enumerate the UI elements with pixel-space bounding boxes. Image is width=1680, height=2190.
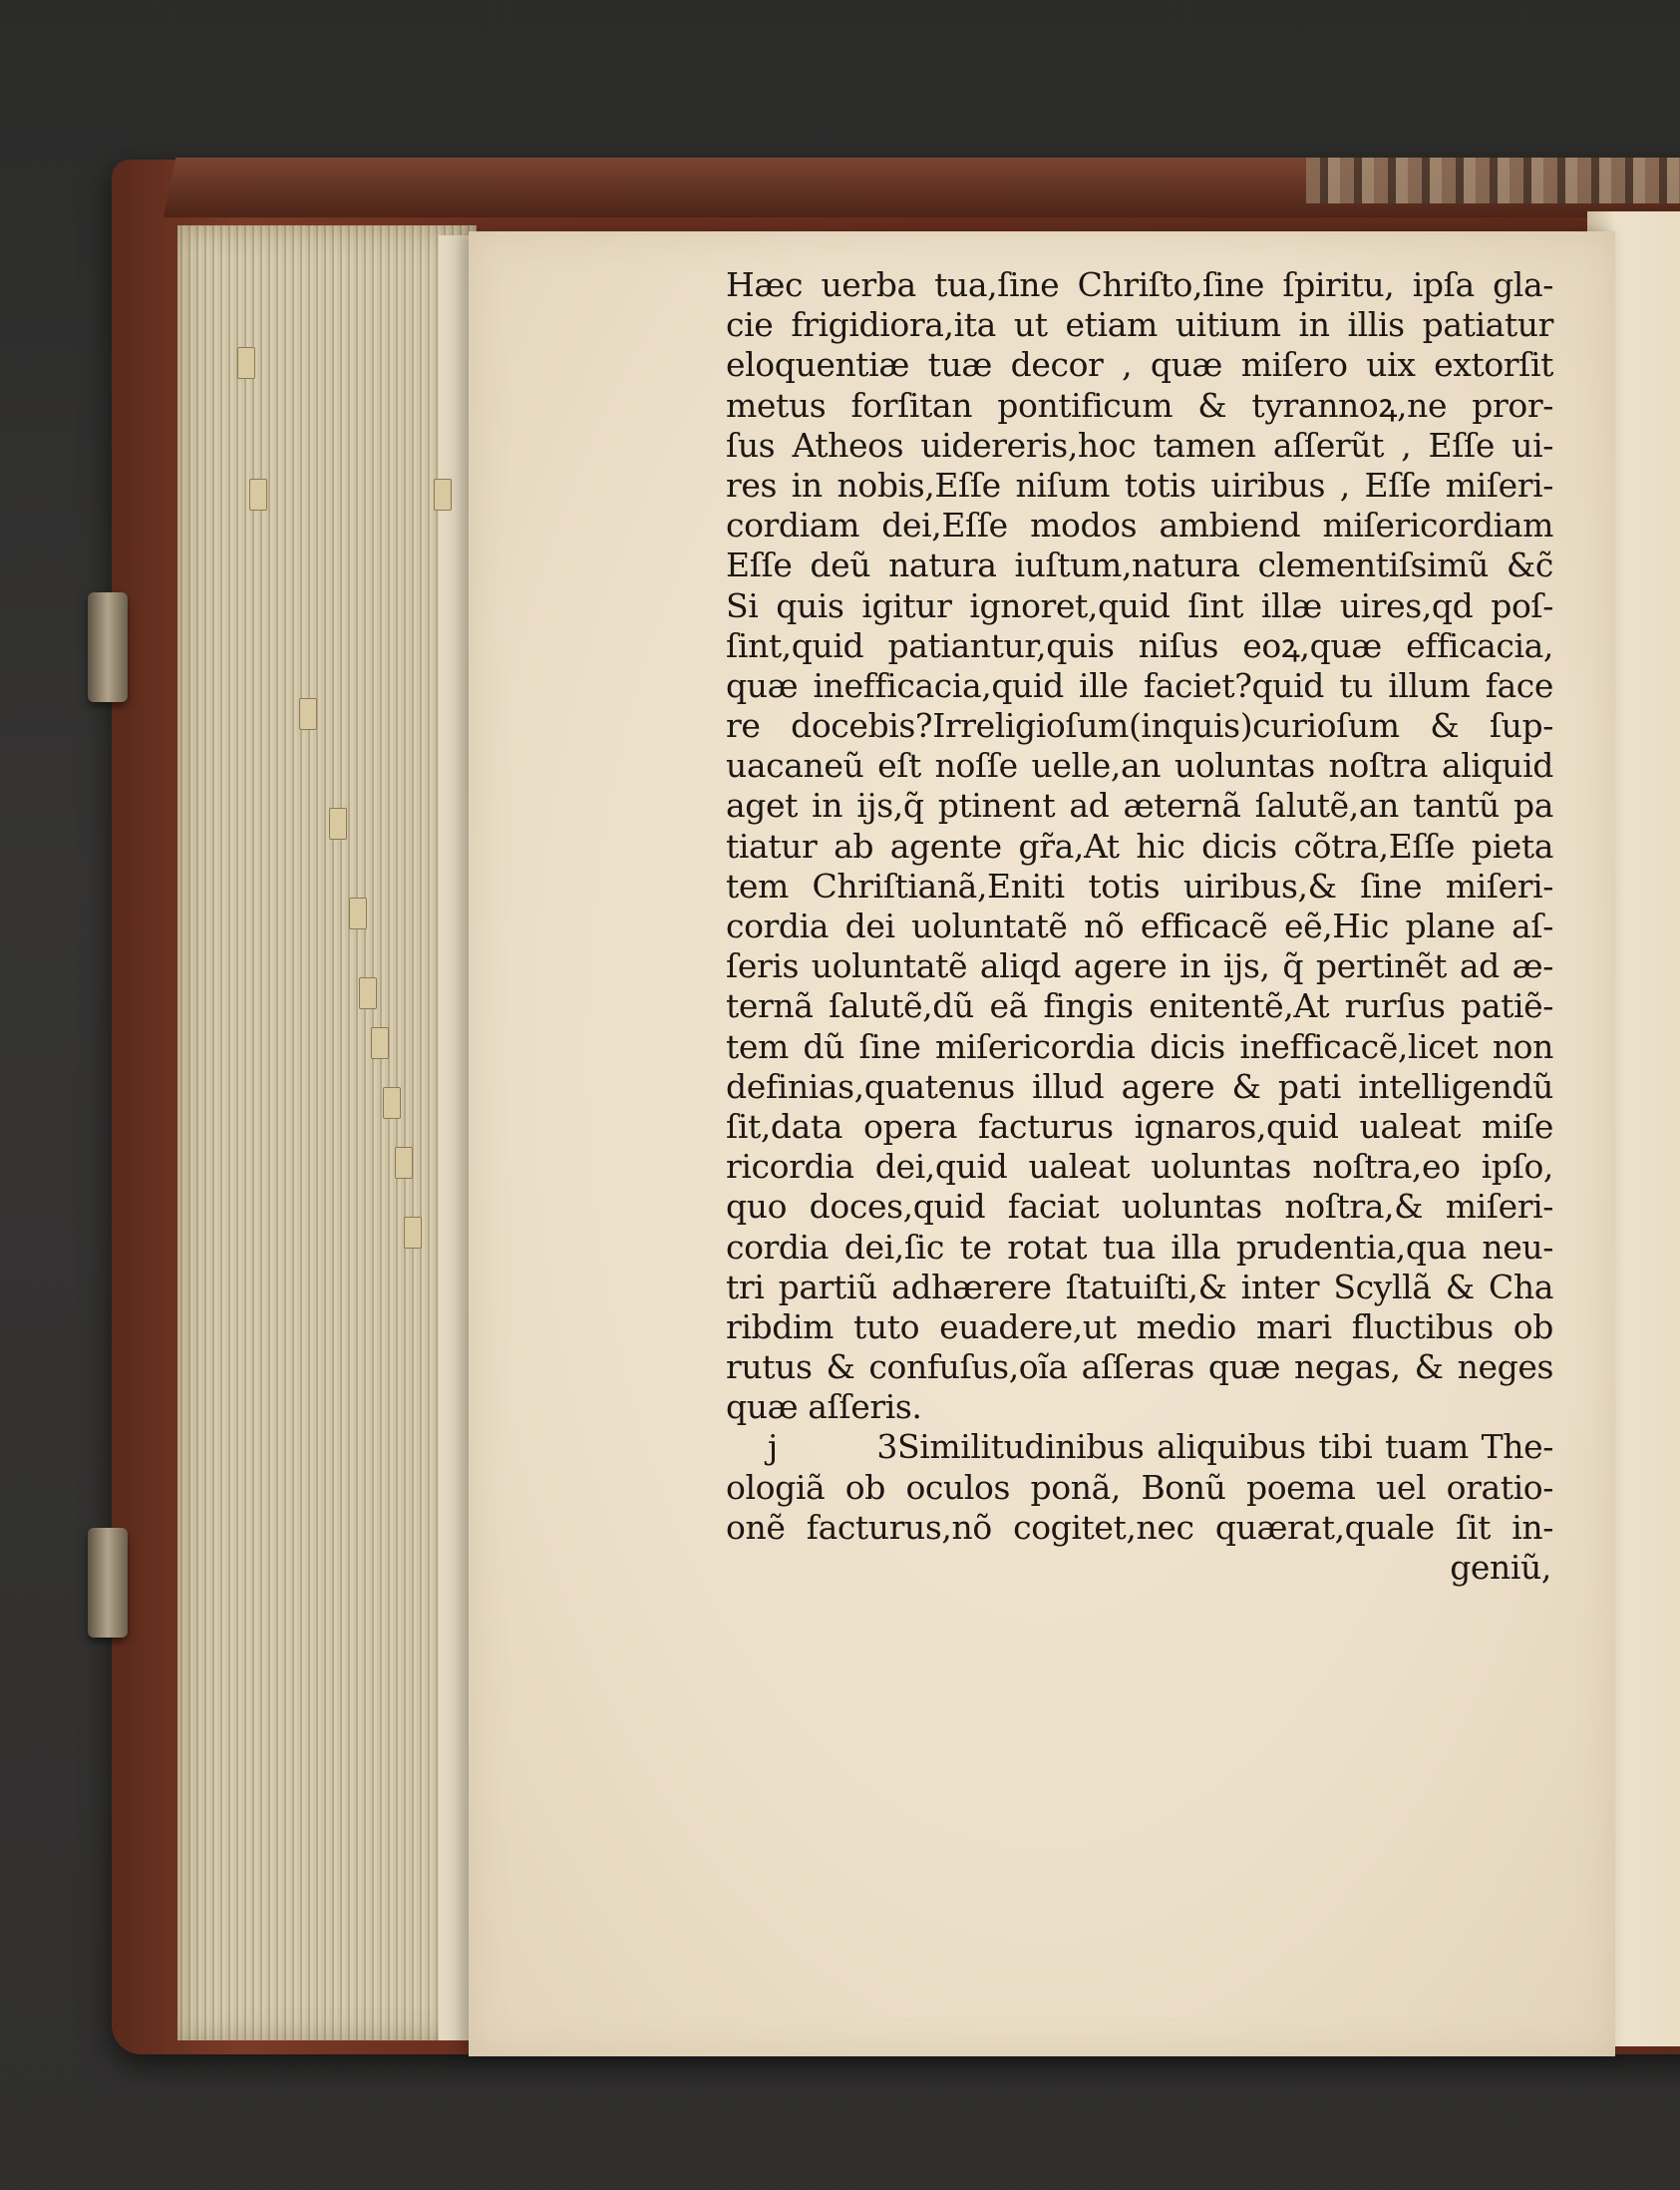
text-line: metus forſitan pontificum & tyrannoꝝ,ne pror‑ [726,385,1553,425]
page-tab [404,1217,422,1249]
text-line: re docebis?Irreligioſum(inquis)curioſum & ſup‑ [726,706,1553,746]
text-line: tri partiũ adhærere ſtatuiſti,& inter Scyllã & Cha [726,1267,1553,1306]
page-block-edge [177,225,477,2040]
text-line: tem Chriſtianã,Eniti totis uiribus,& ſine miſeri‑ [726,866,1553,906]
text-line: ternã ſalutẽ,dũ eã fingis enitentẽ,At rurſus patiẽ‑ [726,986,1553,1026]
text-line: cordia dei uoluntatẽ nõ efficacẽ eẽ,Hic plane aſ‑ [726,907,1553,945]
page-tab [349,898,367,929]
text-line: Hæc uerba tua,ſine Chriſto,ſine ſpiritu, ipſa gla‑ [726,265,1553,304]
text-line: rutus & confuſus,oĩa aſſeras quæ negas, & neges [726,1347,1553,1387]
text-line: cie frigidiora,ita ut etiam uitium in illis patiatur [726,305,1553,345]
paragraph-first-line [726,1427,1553,1467]
text-line: ſeris uoluntatẽ aliqd agere in ijs, q̃ pertinẽt ad æ‑ [726,946,1553,986]
text-line: ſit,data opera facturus ignaros,quid ualeat miſe [726,1106,1553,1146]
text-line: tem dũ ſine miſericordia dicis inefficacẽ,licet non [726,1026,1553,1066]
text-line: quæ aſſeris. [726,1387,922,1427]
printed-page [469,231,1615,2056]
page-tab [237,347,255,379]
text-line: quæ inefficacia,quid ille faciet?quid tu illum face [726,665,1553,705]
text-line: definias,quatenus illud agere & pati intelligendũ [726,1066,1553,1106]
catchword: geniũ, [1450,1548,1551,1587]
page-tab [434,479,452,511]
page-tab [329,808,347,840]
text-line: cordia dei,ſic te rotat tua illa prudentia,qua neu‑ [726,1227,1553,1267]
page-text-block [726,265,1553,1588]
clasp-lower [88,1528,128,1638]
page-tab [383,1087,401,1119]
clasp-upper [88,592,128,702]
page-tab [371,1027,389,1059]
text-line: aget in ijs,q̃ ptinent ad æternã ſalutẽ,an tantũ pa [726,786,1553,826]
text-line: ſint,quid patiantur,quis niſus eoꝝ,quæ efficacia, [726,625,1553,665]
page-tab [395,1147,413,1179]
text-line: Eſſe deũ natura iuſtum,natura clementiſsimũ &c̃ [726,546,1553,585]
headband [1306,158,1680,203]
text-line: eloquentiæ tuæ decor , quæ miſero uix extorſit [726,345,1553,385]
text-line: ribdim tuto euadere,ut medio mari fluctibus ob [726,1306,1553,1346]
text-line: uacaneũ eſt noſſe uelle,an uoluntas noſtra aliquid [726,746,1553,786]
page-tab [359,977,377,1009]
text-line: ſus Atheos uidereris,hoc tamen aſſerũt , Eſſe ui‑ [726,425,1553,465]
page-tab [249,479,267,511]
text-line: quo doces,quid faciat uoluntas noſtra,& miſeri‑ [726,1187,1553,1227]
text-line: ricordia dei,quid ualeat uoluntas noſtra,eo ipſo, [726,1147,1553,1187]
text-line: Similitudinibus aliquibus tibi tuam The‑ [897,1427,1553,1467]
page-tab [299,698,317,730]
text-line: onẽ facturus,nõ cogitet,nec quærat,quale ſit in‑ [726,1507,1553,1547]
text-line: Si quis igitur ignoret,quid ſint illæ uires,qd poſ‑ [726,585,1553,625]
text-line: cordiam dei,Eſſe modos ambiend miſericordiam [726,506,1553,546]
text-line: res in nobis,Eſſe niſum totis uiribus , Eſſe miſeri‑ [726,465,1553,505]
text-line: ologiã ob oculos ponã, Bonũ poema uel oratio‑ [726,1467,1553,1507]
text-line: tiatur ab agente gr̃a,At hic dicis cõtra,Eſſe pieta [726,826,1553,866]
paragraph-mark: j 3 [768,1427,897,1467]
